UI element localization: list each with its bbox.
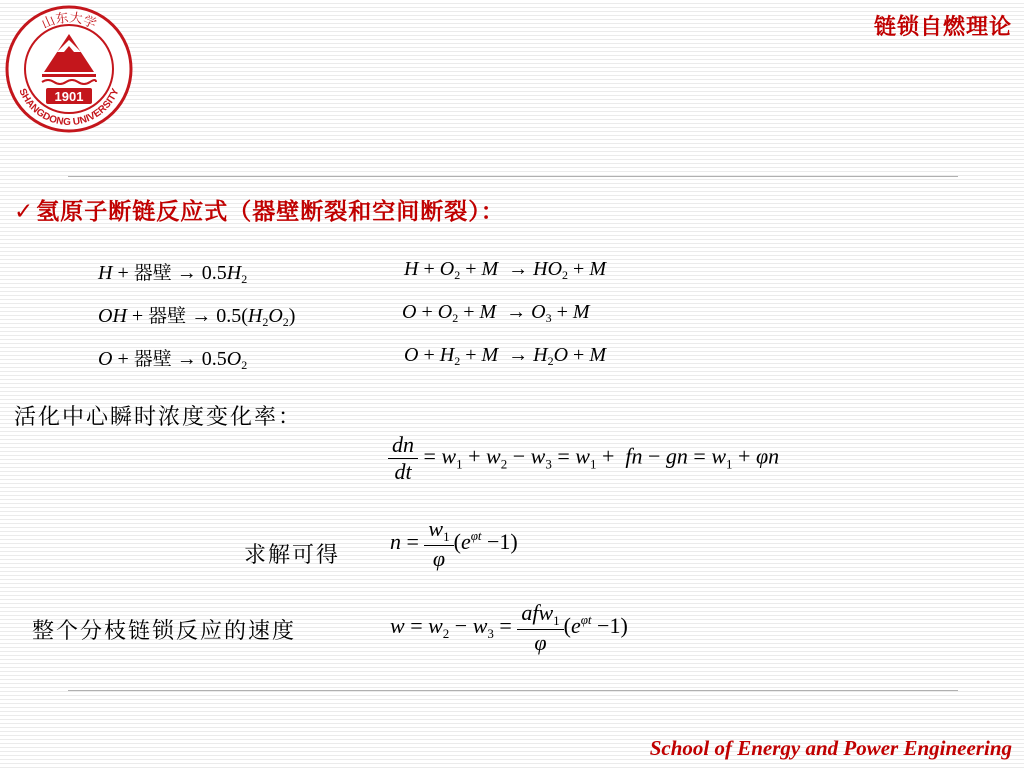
reaction-o-o2-m: $O + O_2 + M \to O_3 + M$ <box>402 301 590 325</box>
solve-label: 求解可得 <box>244 543 341 568</box>
bottom-divider <box>68 690 958 691</box>
logo-year: 1901 <box>54 89 84 104</box>
reaction-o-wall: O + 器壁 → $0.5O_2$ <box>98 348 248 372</box>
reaction-h-wall: H + 器壁 → $0.5H_2$ <box>98 262 248 286</box>
footer-school: School of Energy and Power Engineering <box>649 736 1012 760</box>
section-heading-text: 氢原子断链反应式（器壁断裂和空间断裂）： <box>36 199 505 225</box>
logo-university-text: SHANGDONG UNIVERSITY <box>16 87 122 129</box>
logo-arc-text: 山东大学 <box>39 10 99 33</box>
reaction-o-h2-m: $O + H_2 + M \to H_2O + M$ <box>404 344 606 368</box>
shandong-university-logo <box>2 2 136 136</box>
reaction-h-o2-m: $H + O_2 + M \to HO_2 + M$ <box>404 258 606 282</box>
speed-equation: $w = w_2 - w_3$ = $\frac{afw_1}{\varphi}$ $(e^{\varphi t} -1)$ <box>390 600 628 655</box>
rate-equation: $\frac{dn}{dt}$ = $w_1 + w_2 - w_3 = w_1$ + fn − gn = $w_1 + \varphi n$ <box>388 432 779 485</box>
solution-equation: n = $\frac{w_1}{\varphi}$ $(e^{\varphi t} -1)$ <box>390 516 518 571</box>
reaction-oh-wall: OH + 器壁 → $0.5(H_2O_2)$ <box>98 305 296 329</box>
slide-title: 链锁自燃理论 <box>873 15 1012 40</box>
top-divider <box>68 176 958 177</box>
total-speed-label: 整个分枝链锁反应的速度 <box>32 619 297 644</box>
section-heading <box>14 193 505 226</box>
check-icon: ✓ <box>14 199 35 225</box>
rate-change-label: 活化中心瞬时浓度变化率： <box>14 405 303 430</box>
